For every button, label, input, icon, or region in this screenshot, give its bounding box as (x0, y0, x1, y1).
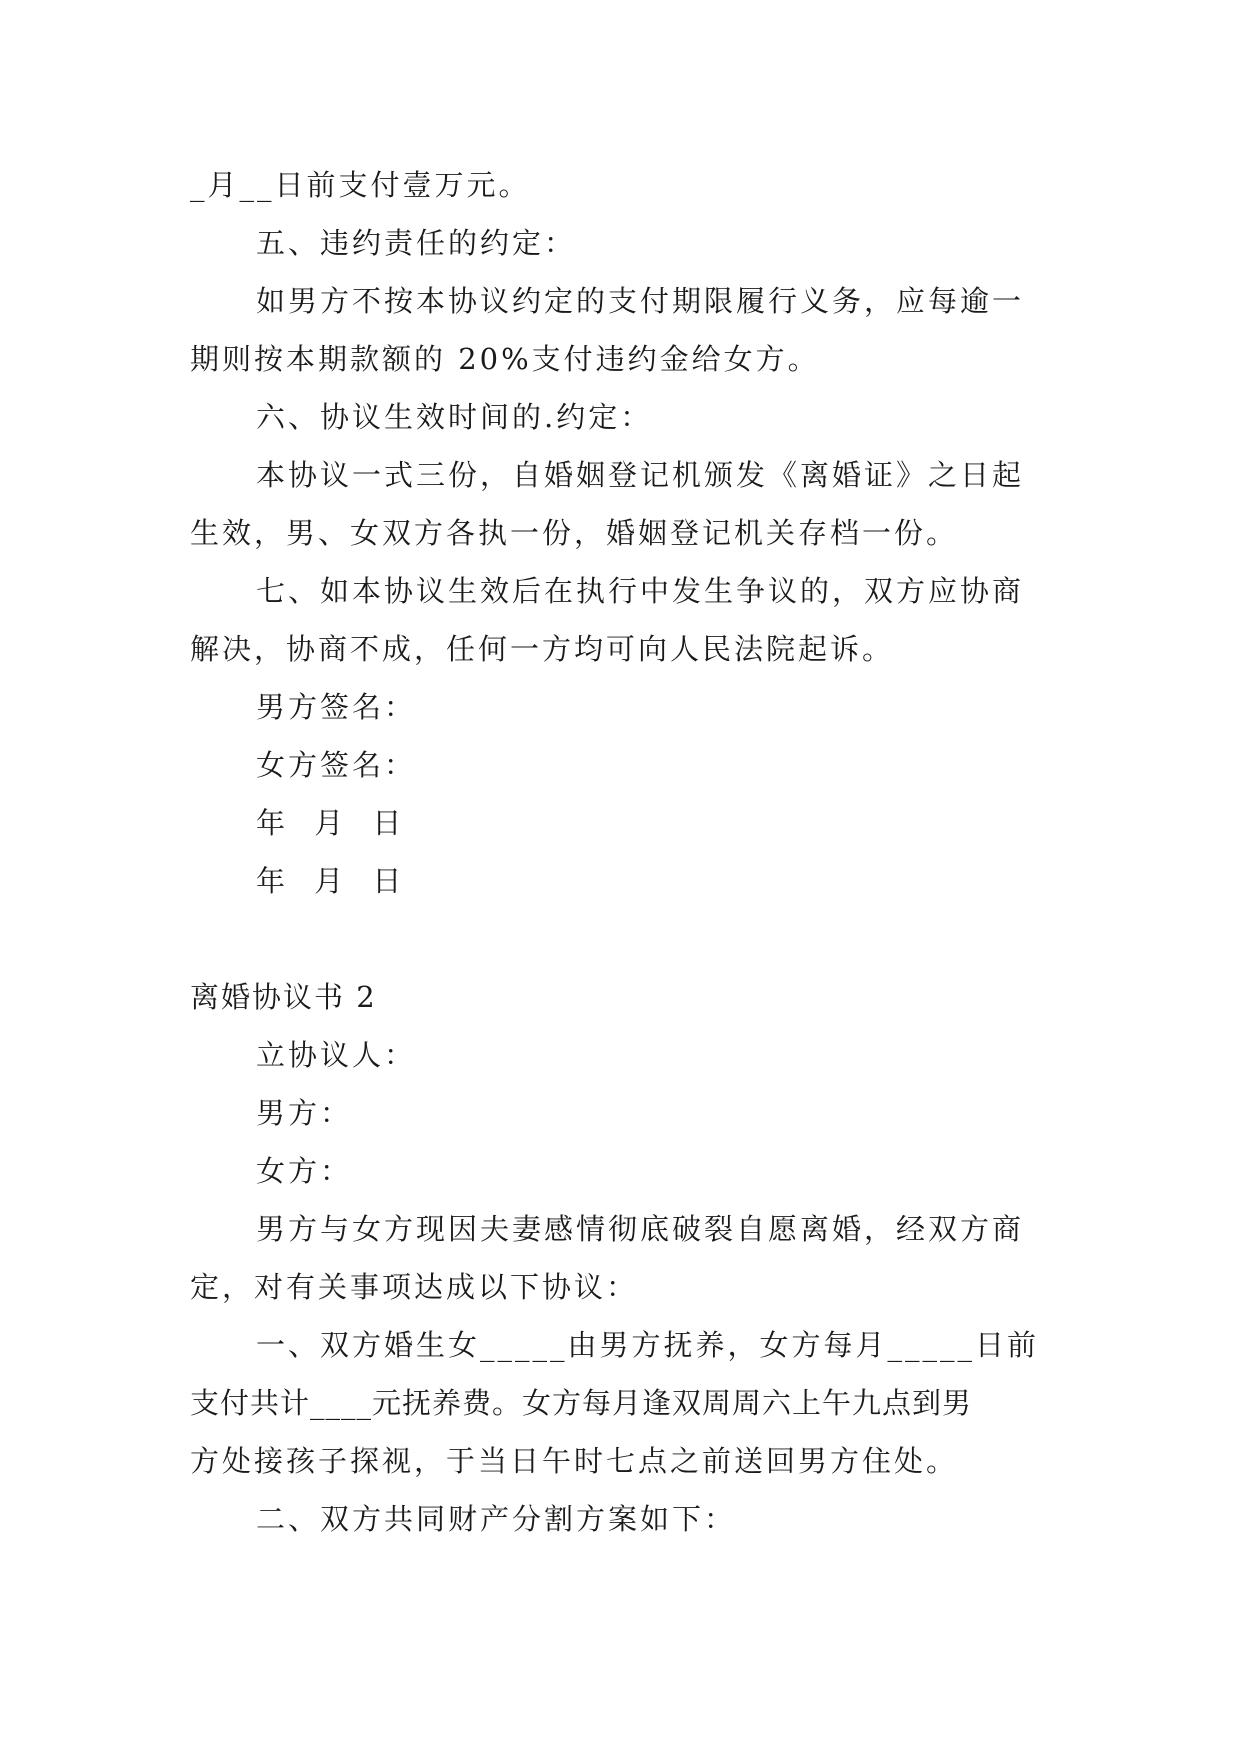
paragraph-line: 定，对有关事项达成以下协议： (190, 1270, 639, 1304)
paragraph-line: 期则按本期款额的 20%支付违约金给女方。 (190, 342, 820, 376)
paragraph-line: 生效，男、女双方各执一份，婚姻登记机关存档一份。 (190, 516, 959, 550)
female-signature-label: 女方签名： (256, 748, 417, 782)
paragraph-line: _月__日前支付壹万元。 (190, 168, 531, 202)
section-heading-breach: 五、违约责任的约定： (256, 226, 577, 260)
date-line: 年 月 日 (256, 864, 405, 898)
paragraph-line: 男方与女方现因夫妻感情彻底破裂自愿离婚，经双方商 (256, 1212, 1025, 1246)
section-heading-property: 二、双方共同财产分割方案如下： (256, 1502, 737, 1536)
clause-line: 一、双方婚生女_____由男方抚养，女方每月_____日前 (256, 1328, 1040, 1362)
document-body (190, 156, 1054, 1548)
section-heading-effective-time: 六、协议生效时间的.约定： (256, 400, 653, 434)
document-title: 离婚协议书 2 (190, 980, 377, 1014)
date-line: 年 月 日 (256, 806, 405, 840)
paragraph-line: 如男方不按本协议约定的支付期限履行义务，应每逾一 (256, 284, 1025, 318)
parties-label: 立协议人： (256, 1038, 417, 1072)
paragraph-line: 本协议一式三份，自婚姻登记机颁发《离婚证》之日起 (256, 458, 1025, 492)
section-gap (190, 910, 1054, 968)
clause-line: 支付共计____元抚养费。女方每月逢双周周六上午九点到男 (190, 1386, 973, 1420)
male-signature-label: 男方签名： (256, 690, 417, 724)
male-party-label: 男方： (256, 1096, 353, 1130)
section-heading-dispute: 七、如本协议生效后在执行中发生争议的，双方应协商 (256, 574, 1025, 608)
clause-line: 方处接孩子探视，于当日午时七点之前送回男方住处。 (190, 1444, 959, 1478)
female-party-label: 女方： (256, 1154, 353, 1188)
paragraph-line: 解决，协商不成，任何一方均可向人民法院起诉。 (190, 632, 895, 666)
